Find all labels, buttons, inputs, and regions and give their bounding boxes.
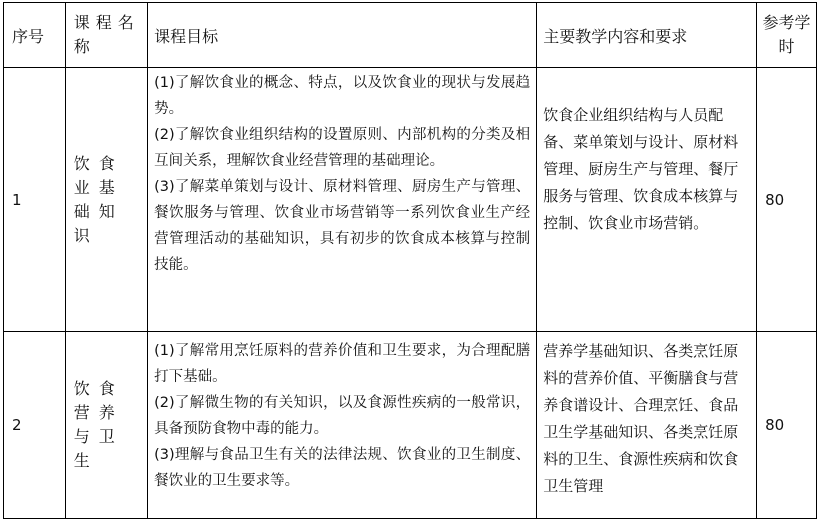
course-content: 营养学基础知识、各类烹饪原料的营养价值、平衡膳食与营养食谱设计、合理烹饪、食品卫生学基础知识、各类烹饪原料的卫生、食源性疾病和饮食卫生管理: [537, 332, 757, 519]
course-hours: 80: [757, 332, 817, 519]
row-no: 1: [4, 68, 66, 332]
goal-item: (1)了解饮食业的概念、特点，以及饮食业的现状与发展趋势。: [154, 75, 531, 117]
table-row: [4, 332, 817, 519]
header-goal: 课程目标: [148, 3, 537, 68]
goal-item: (3)了解菜单策划与设计、原材料管理、厨房生产与管理、餐饮服务与管理、饮食业市场营销等一系列饮食业生产经营管理活动的基础知识，具有初步的饮食成本核算与控制技能。: [154, 179, 531, 273]
course-hours: 80: [757, 68, 817, 332]
header-hours: 参考学时: [757, 3, 817, 68]
goal-item: (2)了解饮食业组织结构的设置原则、内部机构的分类及相互间关系，理解饮食业经营管理的基础理论。: [154, 127, 531, 169]
goal-item: (3)理解与食品卫生有关的法律法规、饮食业的卫生制度、餐饮业的卫生要求等。: [154, 447, 531, 489]
course-content: 饮食企业组织结构与人员配备、菜单策划与设计、原材料管理、厨房生产与管理、餐厅服务与管理、饮食成本核算与控制、饮食业市场营销。: [537, 68, 757, 332]
header-no: 序号: [4, 3, 66, 68]
row-no: 2: [4, 332, 66, 519]
header-name: 课程名称: [65, 3, 147, 68]
curriculum-table: [3, 2, 817, 519]
course-name: 饮食业基础知识: [65, 68, 147, 332]
header-row: [4, 3, 817, 68]
goal-item: (1)了解常用烹饪原料的营养价值和卫生要求，为合理配膳打下基础。: [154, 343, 531, 385]
course-goals: [148, 68, 537, 332]
goal-item: (2)了解微生物的有关知识，以及食源性疾病的一般常识，具备预防食物中毒的能力。: [154, 395, 531, 437]
table-row: [4, 68, 817, 332]
course-name: 饮食营养与卫生: [65, 332, 147, 519]
header-content: 主要教学内容和要求: [537, 3, 757, 68]
course-goals: [148, 332, 537, 519]
